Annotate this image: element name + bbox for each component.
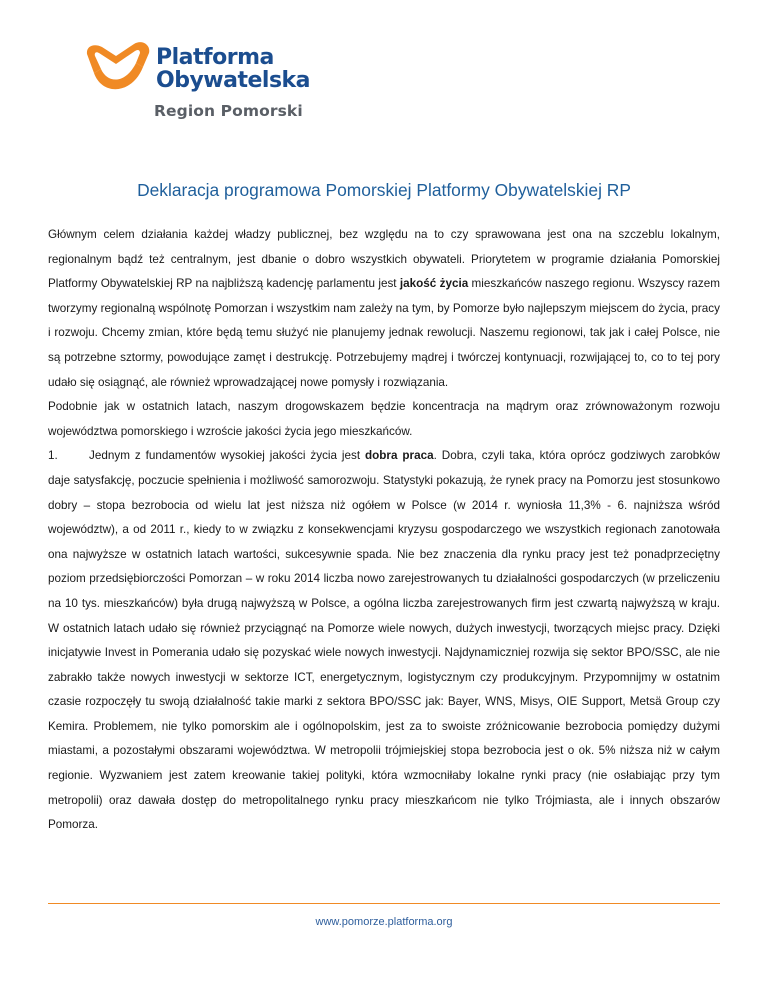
logo-line-1: Platforma [156, 45, 274, 70]
logo-wordmark [156, 46, 310, 92]
point-1-paragraph [48, 444, 720, 838]
party-logo-icon [80, 40, 155, 100]
logo-line-2: Obywatelska [156, 68, 311, 93]
document-body [48, 223, 720, 838]
point-1-text-2: . Dobra, czyli taka, która oprócz godziwych zarobków daje satysfakcję, poczucie spełnienia i możliwość samorozwoju. Statystyki pokazują, że rynek pracy na Pomorzu jest stosunkowo dobry – stopa bezrobocia od wielu lat jest niższa niż ogółem w Polsce (w 2014 r. wyniosła 11,3% - 6. najniższa wśród województw), a od 2011 r., kiedy to w związku z konsekwencjami kryzysu gospodarczego we wszystkich regionach zanotowała ona najwyższe w ostatnich latach wartości, sukcesywnie spada. Nie bez znaczenia dla rynku pracy jest też ponadprzeciętny poziom przedsiębiorczości Pomorzan – w roku 2014 liczba nowo zarejestrowanych tu działalności gospodarczych (w przeliczeniu na 10 tys. mieszkańców) była drugą najwyższą w Polsce, a ogólna liczba zarejestrowanych firm jest czwartą najwyższą w kraju. W ostatnich latach udało się również przyciągnąć na Pomorze wiele nowych, dużych inwestycji, tworzących miejsc pracy. Dzięki inicjatywie Invest in Pomerania udało się pozyskać wiele nowych inwestycji. Najdynamiczniej rozwija się sektor BPO/SSC, ale nie zabrakło także nowych inwestycji w sektorze ICT, energetycznym, logistycznym czy produkcyjnym. Przypomnijmy w ostatnim czasie rozpoczęły tu swoją działalność takie marki z sektora BPO/SSC jak: Bayer, WNS, Misys, OIE Support, Metsä Group czy Kemira. Problemem, nie tylko pomorskim ale i ogólnopolskim, jest za to swoiste zróżnicowanie bezrobocia pomiędzy dużymi miastami, a pozostałymi obszarami województwa. W metropolii trójmiejskiej stopa bezrobocia jest o ok. 5% niższa niż w całym regionie. Wyzwaniem jest zatem kreowanie takiej polityki, która wzmocniłaby lokalne rynki pracy (nie osłabiając przy tym metropolii) oraz dawała dostęp do metropolitalnego rynku pracy mieszkańcom nie tylko Trójmiasta, ale i innych obszarów Pomorza. [48, 449, 721, 832]
footer-divider [48, 903, 720, 904]
point-1-emphasis: dobra praca [365, 449, 434, 463]
logo-region: Region Pomorski [154, 102, 303, 120]
intro-text-1: Głównym celem działania każdej władzy publicznej, bez względu na to czy sprawowana jest ona na szczeblu lokalnym, regionalnym bądź też centralnym, jest dbanie o dobro wszystkich obywateli. Priorytetem w programie działania Pomorskiej Platformy Obywatelskiej RP na najbliższą kadencję parlamentu jest [48, 228, 720, 291]
party-logo [80, 40, 320, 122]
footer-website-link[interactable]: www.pomorze.platforma.org [315, 916, 453, 928]
point-1-text-1: Jednym z fundamentów wysokiej jakości życia jest [89, 449, 366, 463]
intro-paragraph [48, 223, 720, 395]
intro-text-2: mieszkańców naszego regionu. Wszyscy razem tworzymy regionalną wspólnotę Pomorzan i wszystkim nam zależy na tym, by Pomorze było najlepszym miejscem do życia, pracy i rozwoju. Chcemy zmian, które będą temu służyć nie planujemy jednak rewolucji. Naszemu regionowi, tak jak i całej Polsce, nie są potrzebne sztormy, powodujące zamęt i destrukcję. Potrzebujemy mądrej i twórczej kontynuacji, rozwijającej to, co to tej pory udało się osiągnąć, ale również wprowadzającej nowe pomysły i rozwiązania. [48, 277, 720, 389]
intro-emphasis: jakość życia [399, 277, 469, 291]
second-paragraph: Podobnie jak w ostatnich latach, naszym drogowskazem będzie koncentracja na mądrym oraz zrównoważonym rozwoju województwa pomorskiego i wzroście jakości życia jego mieszkańców. [48, 400, 720, 438]
point-1-number: 1. [48, 449, 58, 463]
document-title: Deklaracja programowa Pomorskiej Platformy Obywatelskiej RP [137, 180, 631, 200]
